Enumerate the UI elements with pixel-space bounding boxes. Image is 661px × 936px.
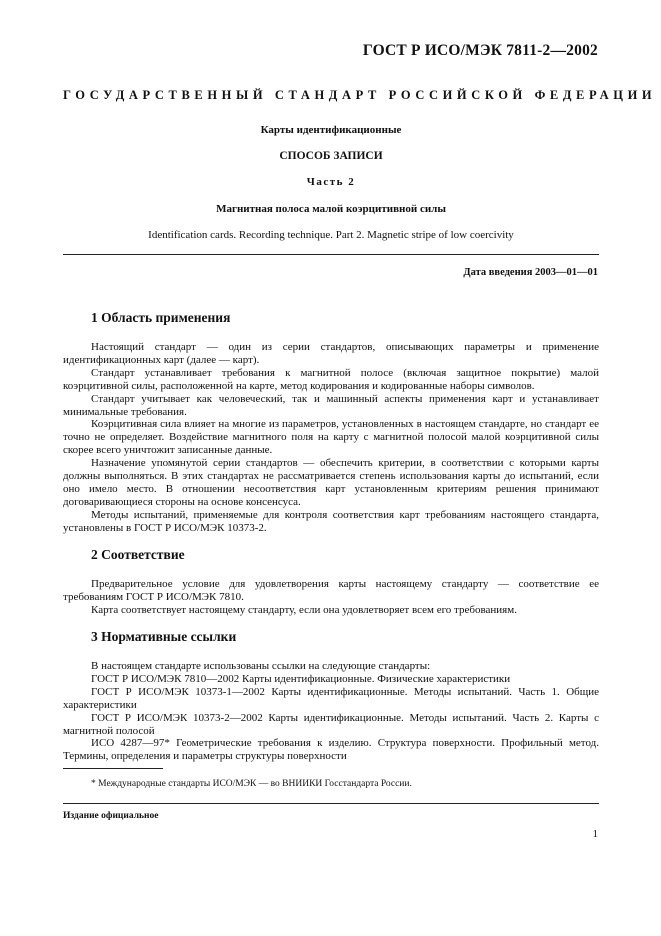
paragraph: Настоящий стандарт — один из серии стандартов, описывающих параметры и применение идентификационных карт (далее — карт). [63, 341, 599, 366]
title-main: СПОСОБ ЗАПИСИ [279, 150, 383, 162]
section-3-heading: 3 Нормативные ссылки [91, 629, 237, 644]
title-subtitle: Магнитная полоса малой коэрцитивной силы [216, 203, 446, 215]
paragraph: Назначение упомянутой серии стандартов — обеспечить критерии, в соответствии с которыми карты должны выполняться. В этих стандартах не рассматривается степень использования карты до испытаний, если оно имело место. В отношении несоответствия карт установленным критериям решения принимают договаривающиеся стороны на основе консенсуса. [63, 457, 599, 508]
reference-item: ГОСТ Р ИСО/МЭК 7810—2002 Карты идентификационные. Физические характеристики [91, 672, 511, 685]
section-2-body [63, 578, 599, 617]
edition-label: Издание официальное [63, 811, 159, 821]
paragraph: Коэрцитивная сила влияет на многие из параметров, установленных в настоящем стандарте, но стандарт ее точно не определяет. Воздействие магнитного поля на карту с магнитной полосой малой коэрцитивной силы скорее всего уничтожит записанные данные. [63, 418, 599, 457]
page-number: 1 [592, 828, 598, 840]
state-standard-title: ГОСУДАРСТВЕННЫЙ СТАНДАРТ РОССИЙСКОЙ ФЕДЕРАЦИИ [63, 88, 657, 102]
introduction-date: Дата введения 2003—01—01 [463, 267, 598, 278]
footer-divider [63, 803, 599, 804]
paragraph: Предварительное условие для удовлетворения карты настоящему стандарту — соответствие ее требованиям ГОСТ Р ИСО/МЭК 7810. [63, 578, 599, 603]
paragraph: Методы испытаний, применяемые для контроля соответствия карт требованиям настоящего стандарта, установлены в ГОСТ Р ИСО/МЭК 10373-2. [63, 508, 599, 534]
section-3-body [63, 660, 599, 763]
paragraph: В настоящем стандарте использованы ссылки на следующие стандарты: [91, 660, 431, 672]
reference-item: ГОСТ Р ИСО/МЭК 10373-1—2002 Карты идентификационные. Методы испытаний. Часть 1. Общие характеристики [63, 685, 599, 711]
title-part: Часть 2 [306, 176, 356, 188]
document-code: ГОСТ Р ИСО/МЭК 7811-2—2002 [362, 42, 598, 59]
reference-item: ИСО 4287—97* Геометрические требования к изделию. Структура поверхности. Профильный метод. Термины, определения и параметры структуры поверхности [63, 737, 599, 763]
paragraph: Карта соответствует настоящему стандарту, если она удовлетворяет всем его требованиям. [91, 603, 517, 616]
reference-item: ГОСТ Р ИСО/МЭК 10373-2—2002 Карты идентификационные. Методы испытаний. Часть 2. Карты с магнитной полосой [63, 711, 599, 737]
section-2-heading: 2 Соответствие [91, 547, 185, 562]
paragraph: Стандарт учитывает как человеческий, так и машинный аспекты применения карт и устанавливает минимальные требования. [63, 392, 599, 418]
footnote-divider [63, 768, 163, 769]
section-1-body [63, 341, 599, 535]
title-subject: Карты идентификационные [260, 124, 402, 136]
title-english: Identification cards. Recording technique. Part 2. Magnetic stripe of low coercivity [148, 229, 514, 241]
header-divider [63, 254, 599, 255]
section-1-heading: 1 Область применения [91, 310, 231, 325]
paragraph: Стандарт устанавливает требования к магнитной полосе (включая защитное покрытие) малой коэрцитивной силы, расположенной на карте, метод кодирования и кодированные наборы символов. [63, 366, 599, 392]
footnote: * Международные стандарты ИСО/МЭК — во ВНИИКИ Госстандарта России. [91, 779, 412, 789]
